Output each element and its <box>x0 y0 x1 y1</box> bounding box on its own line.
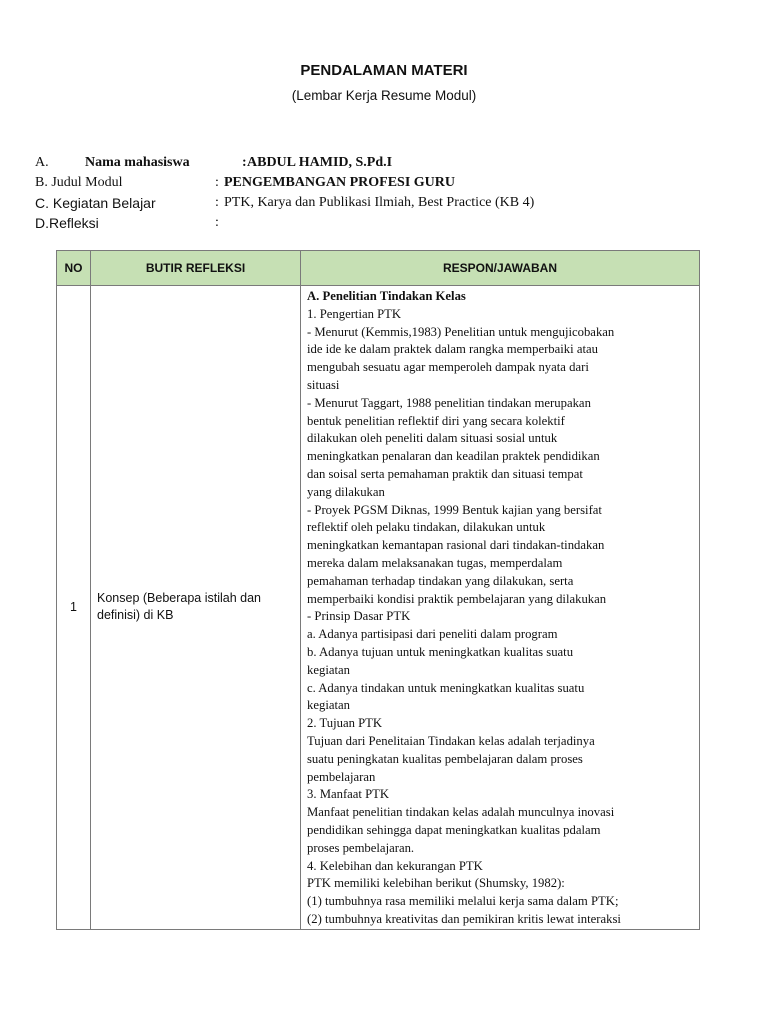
respon-line: - Prinsip Dasar PTK <box>307 609 411 624</box>
refleksi-label: D.Refleksi <box>35 215 99 231</box>
respon-line: b. Adanya tujuan untuk meningkatkan kualitas suatu <box>307 644 574 659</box>
respon-line: dan soisal serta pemahaman praktik dan situasi tempat <box>307 466 583 481</box>
respon-line: 4. Kelebihan dan kekurangan PTK <box>307 858 483 873</box>
reflection-table <box>56 250 700 930</box>
respon-line: yang dilakukan <box>307 484 385 499</box>
nama-label: Nama mahasiswa <box>85 155 190 170</box>
respon-line: memperbaiki kondisi praktik pembelajaran yang dilakukan <box>307 591 607 606</box>
respon-line: situasi <box>307 377 340 392</box>
judul-label: B. Judul Modul <box>35 175 123 190</box>
row-number: 1 <box>57 286 91 930</box>
judul-value: PENGEMBANGAN PROFESI GURU <box>224 175 456 190</box>
respon-line: pembelajaran <box>307 769 376 784</box>
table-row <box>57 286 700 930</box>
header-respon: RESPON/JAWABAN <box>301 251 700 286</box>
respon-line: 1. Pengertian PTK <box>307 306 402 321</box>
respon-line: - Proyek PGSM Diknas, 1999 Bentuk kajian yang bersifat <box>307 502 602 517</box>
header-no: NO <box>57 251 91 286</box>
respon-line: (2) tumbuhnya kreativitas dan pemikiran kritis lewat interaksi <box>307 911 621 926</box>
kegiatan-value: PTK, Karya dan Publikasi Ilmiah, Best Practice (KB 4) <box>224 195 535 210</box>
respon-line: a. Adanya partisipasi dari peneliti dalam program <box>307 627 558 642</box>
respon-line: reflektif oleh pelaku tindakan, dilakukan untuk <box>307 520 546 535</box>
kegiatan-sep: : <box>215 195 219 210</box>
table-header-row <box>57 251 700 286</box>
respon-line: kegiatan <box>307 662 350 677</box>
page-subtitle: (Lembar Kerja Resume Modul) <box>291 88 477 103</box>
refleksi-sep: : <box>215 215 219 230</box>
respon-line: bentuk penelitian reflektif diri yang secara kolektif <box>307 413 565 428</box>
respon-line: Tujuan dari Penelitaian Tindakan kelas adalah terjadinya <box>307 733 595 748</box>
respon-line: Manfaat penelitian tindakan kelas adalah munculnya inovasi <box>307 805 615 820</box>
respon-line: meningkatkan kemantapan rasional dari tindakan-tindakan <box>307 538 605 553</box>
respon-line: meningkatkan penalaran dan keadilan praktek pendidikan <box>307 449 600 464</box>
respon-lines <box>307 306 693 929</box>
nama-prefix: A. <box>35 155 49 170</box>
respon-line: ide ide ke dalam praktek dalam rangka memperbaiki atau <box>307 342 598 357</box>
respon-line: suatu peningkatan kualitas pembelajaran dalam proses <box>307 751 583 766</box>
respon-line: pemahaman terhadap tindakan yang dilakukan, serta <box>307 573 574 588</box>
header-butir: BUTIR REFLEKSI <box>91 251 301 286</box>
respon-line: kegiatan <box>307 698 350 713</box>
respon-line: dilakukan oleh peneliti dalam situasi sosial untuk <box>307 431 558 446</box>
respon-line: - Menurut Taggart, 1988 penelitian tindakan merupakan <box>307 395 591 410</box>
row-respon <box>301 286 700 930</box>
respon-line: mereka dalam melaksanakan tugas, memperdalam <box>307 555 563 570</box>
respon-line: 3. Manfaat PTK <box>307 787 390 802</box>
respon-line: PTK memiliki kelebihan berikut (Shumsky, 1982): <box>307 876 565 891</box>
nama-value: ABDUL HAMID, S.Pd.I <box>247 155 393 170</box>
respon-line: (1) tumbuhnya rasa memiliki melalui kerja sama dalam PTK; <box>307 894 619 909</box>
row-butir: Konsep (Beberapa istilah dan definisi) di KB <box>91 286 301 930</box>
judul-sep: : <box>215 175 219 190</box>
respon-line: 2. Tujuan PTK <box>307 716 383 731</box>
respon-line: - Menurut (Kemmis,1983) Penelitian untuk mengujicobakan <box>307 324 615 339</box>
page-title: PENDALAMAN MATERI <box>300 62 468 79</box>
nama-sep: : <box>242 155 247 170</box>
respon-title: A. Penelitian Tindakan Kelas <box>307 289 466 303</box>
respon-line: mengubah sesuatu agar memperoleh dampak nyata dari <box>307 360 589 375</box>
kegiatan-label: C. Kegiatan Belajar <box>35 195 156 211</box>
respon-line: c. Adanya tindakan untuk meningkatkan kualitas suatu <box>307 680 585 695</box>
respon-line: pendidikan sehingga dapat meningkatkan kualitas pdalam <box>307 822 601 837</box>
respon-line: proses pembelajaran. <box>307 840 415 855</box>
